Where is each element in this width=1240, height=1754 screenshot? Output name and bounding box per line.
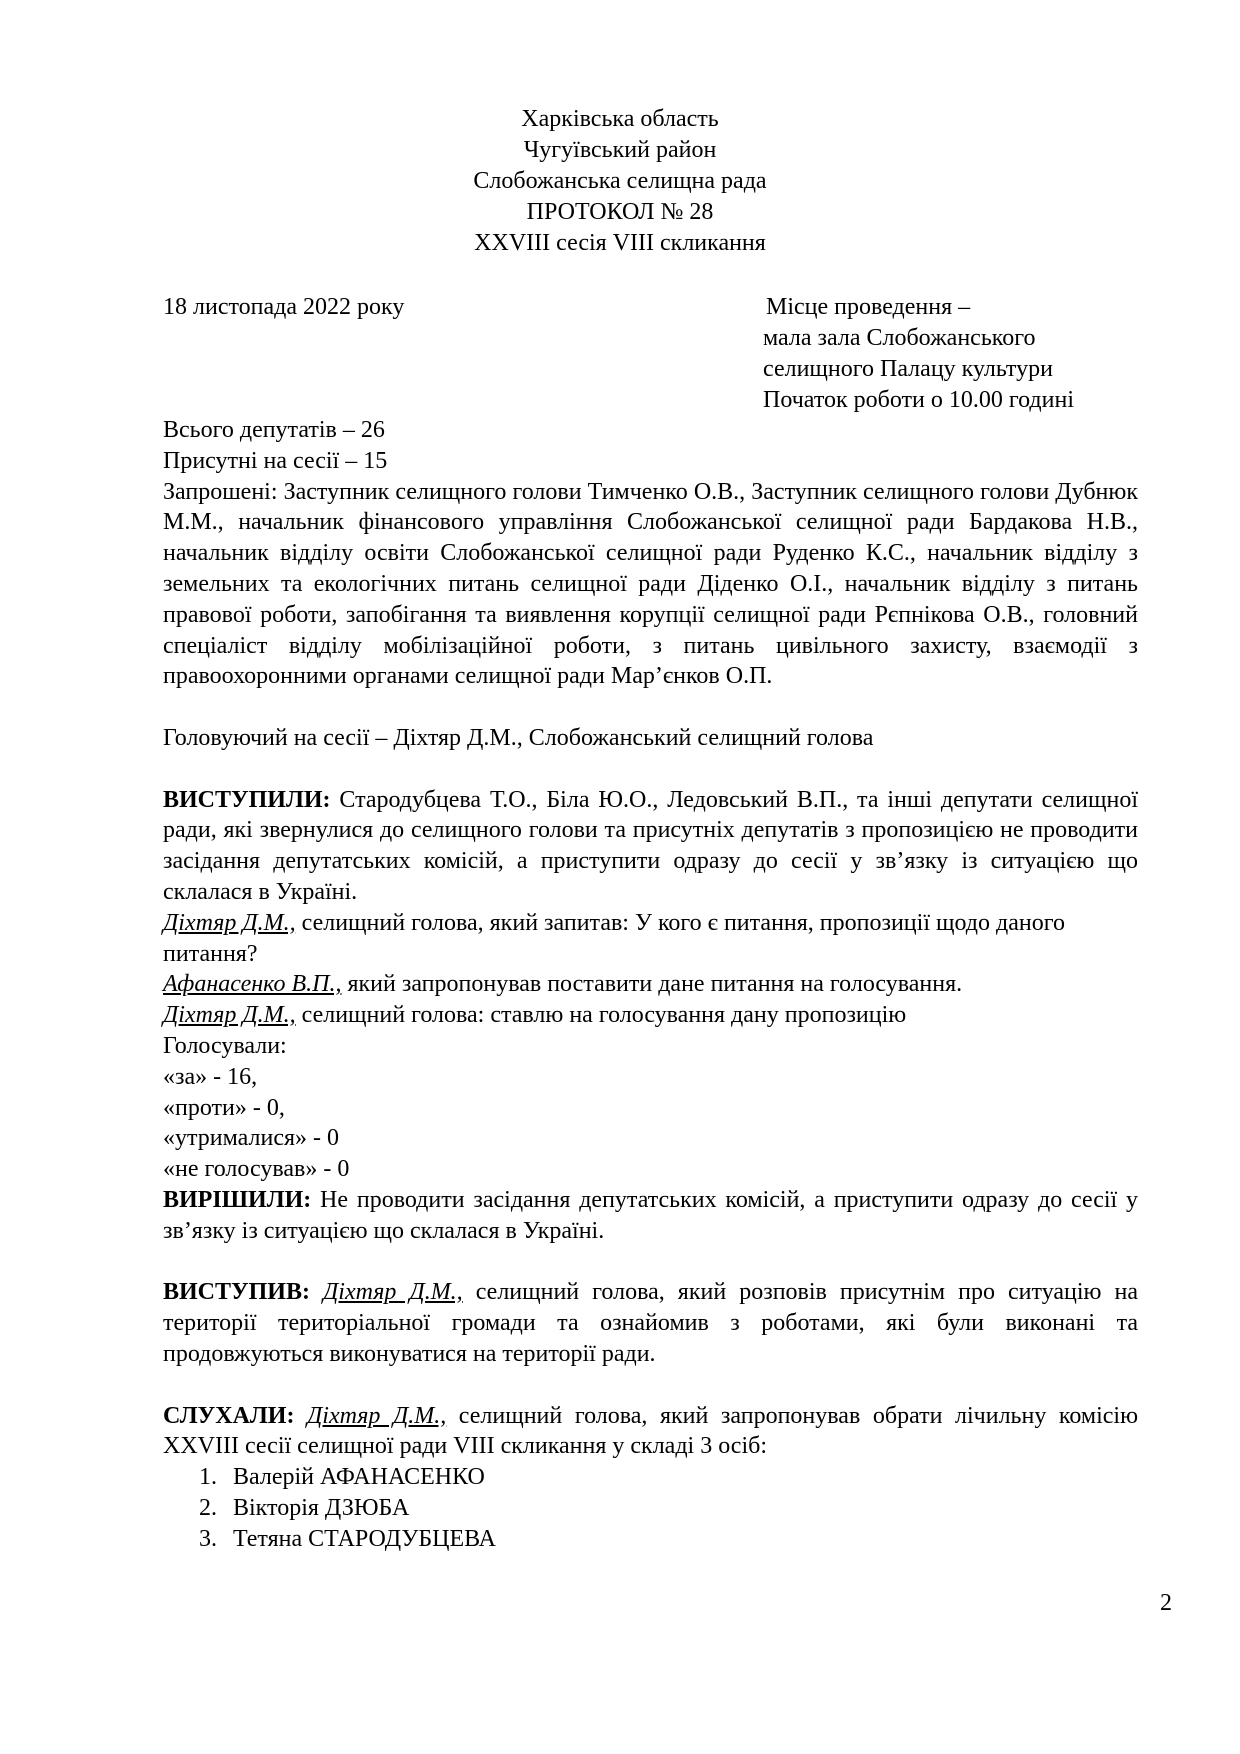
remark-2 [163,969,1138,1000]
speaker-name: Афанасенко В.П., [163,971,342,998]
list-item [199,1524,1138,1555]
venue-building: селищного Палацу культури [763,356,1053,382]
list-number: 2. [199,1494,217,1521]
heard-paragraph [163,1401,1138,1463]
speaker-name: Діхтяр Д.М., [163,909,296,936]
venue-label: Місце проведення – [766,294,971,320]
spoke-label: ВИСТУПИЛИ: [163,786,331,813]
member-name: Тетяна СТАРОДУБЦЕВА [233,1525,496,1552]
spoke2-label: ВИСТУПИВ: [163,1279,310,1306]
speaker-name: Діхтяр Д.М., [307,1402,447,1429]
speaker-name: Діхтяр Д.М., [163,1002,296,1029]
present-deputies: Присутні на сесії – 15 [163,447,388,474]
member-name: Валерій АФАНАСЕНКО [233,1464,485,1491]
page-number: 2 [1160,1590,1172,1616]
invited-paragraph: Запрошені: Заступник селищного голови Тимченко О.В., Заступник селищного голови Дубнюк М.М., начальник фінансового управління Слобожанської селищної ради Бардакова Н.В., начальник відділу освіти Слобожанської селищної ради Руденко К.С., начальник відділу з земельних та екологічних питань селищної ради Діденко О.І., начальник відділу з питань правової роботи, запобігання та виявлення корупції селищної ради Рєпнікова О.В., головний спеціаліст відділу мобілізаційної роботи, з питань цивільного захисту, взаємодії з правоохоронними органами селищної ради Мар’єнков О.П. [163,478,1138,690]
heard-label: СЛУХАЛИ: [163,1402,295,1429]
start-time: Початок роботи о 10.00 годині [763,387,1074,413]
member-name: Вікторія ДЗЮБА [233,1494,410,1521]
total-deputies: Всього депутатів – 26 [163,417,385,443]
protocol-body [163,415,1138,1554]
vote-label: Голосували: [163,1032,287,1059]
meeting-date: 18 листопада 2022 року [163,294,405,320]
venue-hall: мала зала Слобожанського [763,325,1036,351]
heard-text: селищний голова, який запропонував обрати лічильну комісію XXVIII сесії селищної ради VIII скликання у складі 3 осіб: [163,1402,1138,1460]
spoke-paragraph [163,785,1138,908]
list-item [199,1493,1138,1524]
counting-commission-list [163,1462,1138,1554]
list-item [199,1462,1138,1493]
remark-text: селищний голова, який запитав: У кого є питання, пропозиції щодо даного питання? [163,909,1065,967]
vote-not-voted: «не голосував» - 0 [163,1156,350,1183]
decided-label: ВИРІШИЛИ: [163,1186,312,1213]
district-line: Чугуївський район [523,137,717,163]
remark-1 [163,908,1138,970]
spoke2-paragraph [163,1277,1138,1369]
document-header [0,104,1240,259]
speaker-name: Діхтяр Д.М., [323,1279,463,1306]
spoke2-text: селищний голова, який розповів присутнім про ситуацію на території територіальної громади та ознайомив з роботами, які були виконані та продовжуються виконуватися на території ради. [163,1279,1139,1367]
venue-block [763,292,1074,416]
vote-for: «за» - 16, [163,1063,258,1090]
vote-abstained: «утрималися» - 0 [163,1125,340,1152]
list-number: 3. [199,1525,217,1552]
list-number: 1. [199,1464,217,1491]
decided-paragraph [163,1185,1138,1247]
spoke-text: Стародубцева Т.О., Біла Ю.О., Ледовський В.П., та інші депутати селищної ради, які звернулися до селищного голови та присутніх депутатів з пропозицією не проводити засідання депутатських комісій, а приступити одразу до сесії у зв’язку із ситуацією що склалася в Україні. [163,786,1138,905]
chair-line: Головуючий на сесії – Діхтяр Д.М., Слобожанський селищний голова [163,724,874,751]
council-line: Слобожанська селищна рада [473,168,767,194]
session-line: XXVIII сесія VIII скликання [474,230,766,256]
vote-against: «проти» - 0, [163,1094,285,1121]
remark-3 [163,1000,1138,1031]
decided-text: Не проводити засідання депутатських комісій, а приступити одразу до сесії у зв’язку із ситуацією що склалася в Україні. [163,1186,1138,1244]
remark-text: селищний голова: ставлю на голосування дану пропозицію [295,1002,907,1029]
protocol-title: ПРОТОКОЛ № 28 [526,199,714,225]
region-line: Харківська область [521,106,719,132]
remark-text: який запропонував поставити дане питання на голосування. [341,971,963,998]
